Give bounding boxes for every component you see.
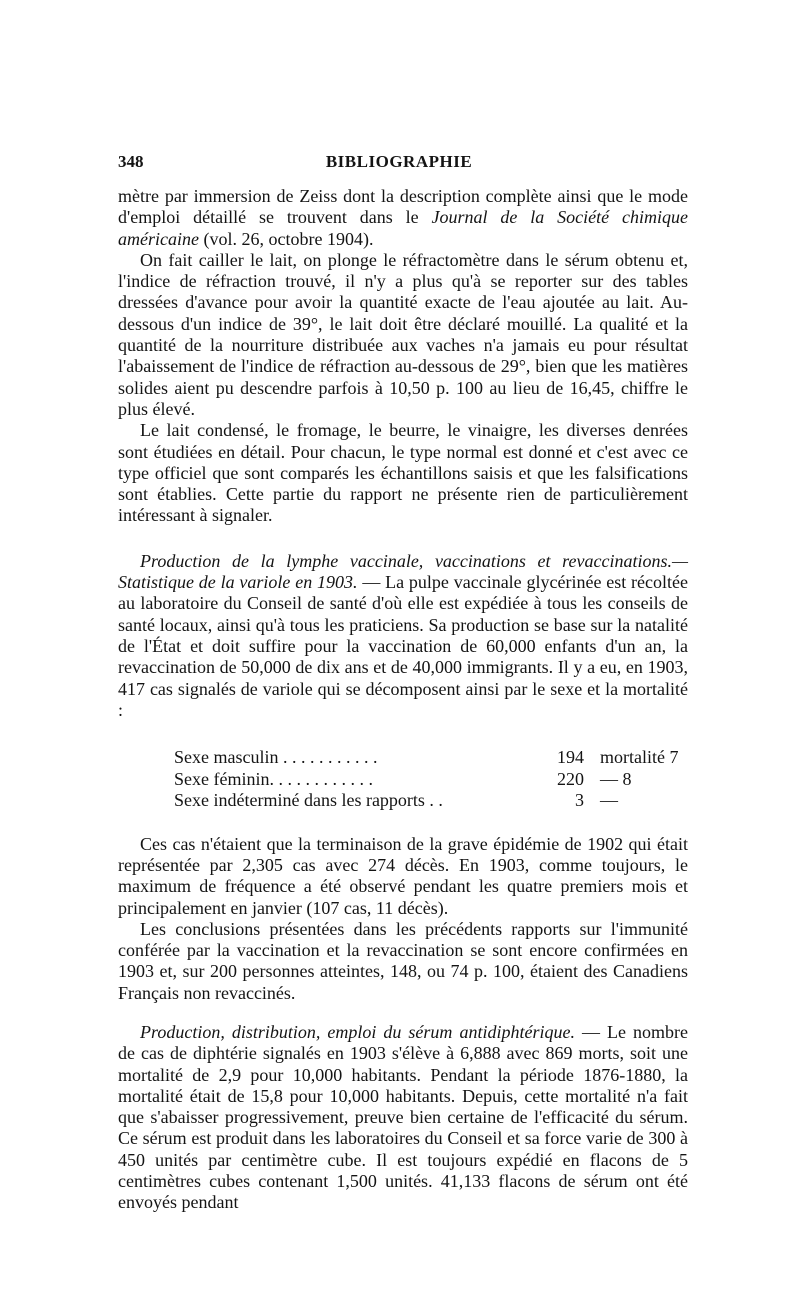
table-row-mortality: mortalité 7 [600, 747, 679, 768]
page-number: 348 [118, 152, 144, 171]
page-body [118, 186, 688, 1214]
paragraph-immunity: Les conclusions présentées dans les précédents rapports sur l'immunité conférée par la vaccination et la revaccination se sont encore confirmées en 1903 et, sur 200 personnes atteintes, 148, ou 74 p. 100, étaient des Canadiens Français non revaccinés. [118, 918, 688, 1003]
running-title: BIBLIOGRAPHIE [325, 152, 473, 171]
table-row-count: 3 [575, 790, 584, 811]
table-row-count: 194 [557, 747, 584, 768]
journal-title: Journal de la Société chimique américaine [118, 207, 689, 249]
paragraph-text: — Le nombre de cas de diphtérie signalés en 1903 s'élève à 6,888 avec 869 morts, soit une mortalité de 2,9 pour 10,000 habitants. Pendant la période 1876-1880, la mortalité était de 15,8 pour 10,000 habitants. Depuis, cette mortalité n'a fait que s'abaisser progressivement, preuve bien certaine de l'efficacité du sérum. Ce sérum est produit dans les laboratoires du Conseil et sa force varie de 300 à 450 unités par centimètre cube. Il est toujours expédié en flacons de 5 centimètres cubes contenant 1,500 unités. 41,133 flacons de sérum ont été envoyés pendant [118, 1022, 688, 1213]
table-row-mortality: — [600, 790, 618, 811]
table-row [174, 769, 654, 791]
paragraph-text: — La pulpe vaccinale glycérinée est récoltée au laboratoire du Conseil de santé d'où elle est expédiée à tous les conseils de santé locaux, ainsi qu'à tous les praticiens. Sa production se base sur la natalité de l'État et doit suffire pour la vaccination de 60,000 enfants d'un an, la revaccination de 50,000 de dix ans et de 40,000 immigrants. Il y a eu, en 1903, 417 cas signalés de variole qui se décomposent ainsi par le sexe et la mortalité : [118, 572, 688, 720]
paragraph-diphtheria-serum [118, 1022, 688, 1214]
smallpox-table [174, 747, 679, 812]
paragraph-condensed-milk: Le lait condensé, le fromage, le beurre, le vinaigre, les diverses denrées sont étudiées en détail. Pour chacun, le type normal est donné et c'est avec ce type officiel que sont comparés les échantillons saisis et que les falsifications sont établies. Cette partie du rapport ne présente rien de particulièrement intéressant à signaler. [118, 420, 688, 526]
paragraph-text: mètre par immersion de Zeiss dont la description complète ainsi que le mode d'emploi détaillé se trouvent dans le [118, 186, 688, 228]
paragraph-milk-refraction: On fait cailler le lait, on plonge le réfractomètre dans le sérum obtenu et, l'indice de réfraction trouvé, il n'y a plus qu'à se reporter sur des tables dressées d'avance pour avoir la quantité exacte de l'eau ajoutée au lait. Au-dessous d'un indice de 39°, le lait doit être déclaré mouillé. La qualité et la quantité de la nourriture distribuée aux vaches n'a jamais eu pour résultat l'abaissement de l'indice de réfraction au-dessous de 29°, bien que les matières solides aient pu descendre parfois à 10,50 p. 100 au lieu de 16,45, chiffre le plus élevé. [118, 249, 688, 419]
section-heading: Production, distribution, emploi du sérum antidiphtérique. [140, 1022, 575, 1042]
table-row [174, 747, 679, 769]
paragraph-epidemic: Ces cas n'étaient que la terminaison de la grave épidémie de 1902 qui était représentée par 2,305 cas avec 274 décès. En 1903, comme toujours, le maximum de fréquence a été observé pendant les quatre premiers mois et principalement en janvier (107 cas, 11 décès). [118, 833, 688, 918]
page-header [118, 152, 680, 178]
table-row [174, 790, 654, 812]
table-row-label: Sexe indéterminé dans les rapports . . [174, 790, 443, 811]
table-row-label: Sexe masculin . . . . . . . . . . . [174, 747, 378, 768]
paragraph-vaccine-lymph [118, 551, 688, 721]
table-row-mortality: — 8 [600, 768, 632, 789]
table-row-count: 220 [557, 768, 584, 789]
paragraph-text: (vol. 26, octobre 1904). [198, 228, 374, 249]
table-row-label: Sexe féminin. . . . . . . . . . . . [174, 768, 373, 789]
paragraph-refractometer [118, 186, 688, 250]
section-heading: Production de la lymphe vaccinale, vaccinations et revaccinations.— Statistique de la variole en 1903. [118, 550, 688, 593]
